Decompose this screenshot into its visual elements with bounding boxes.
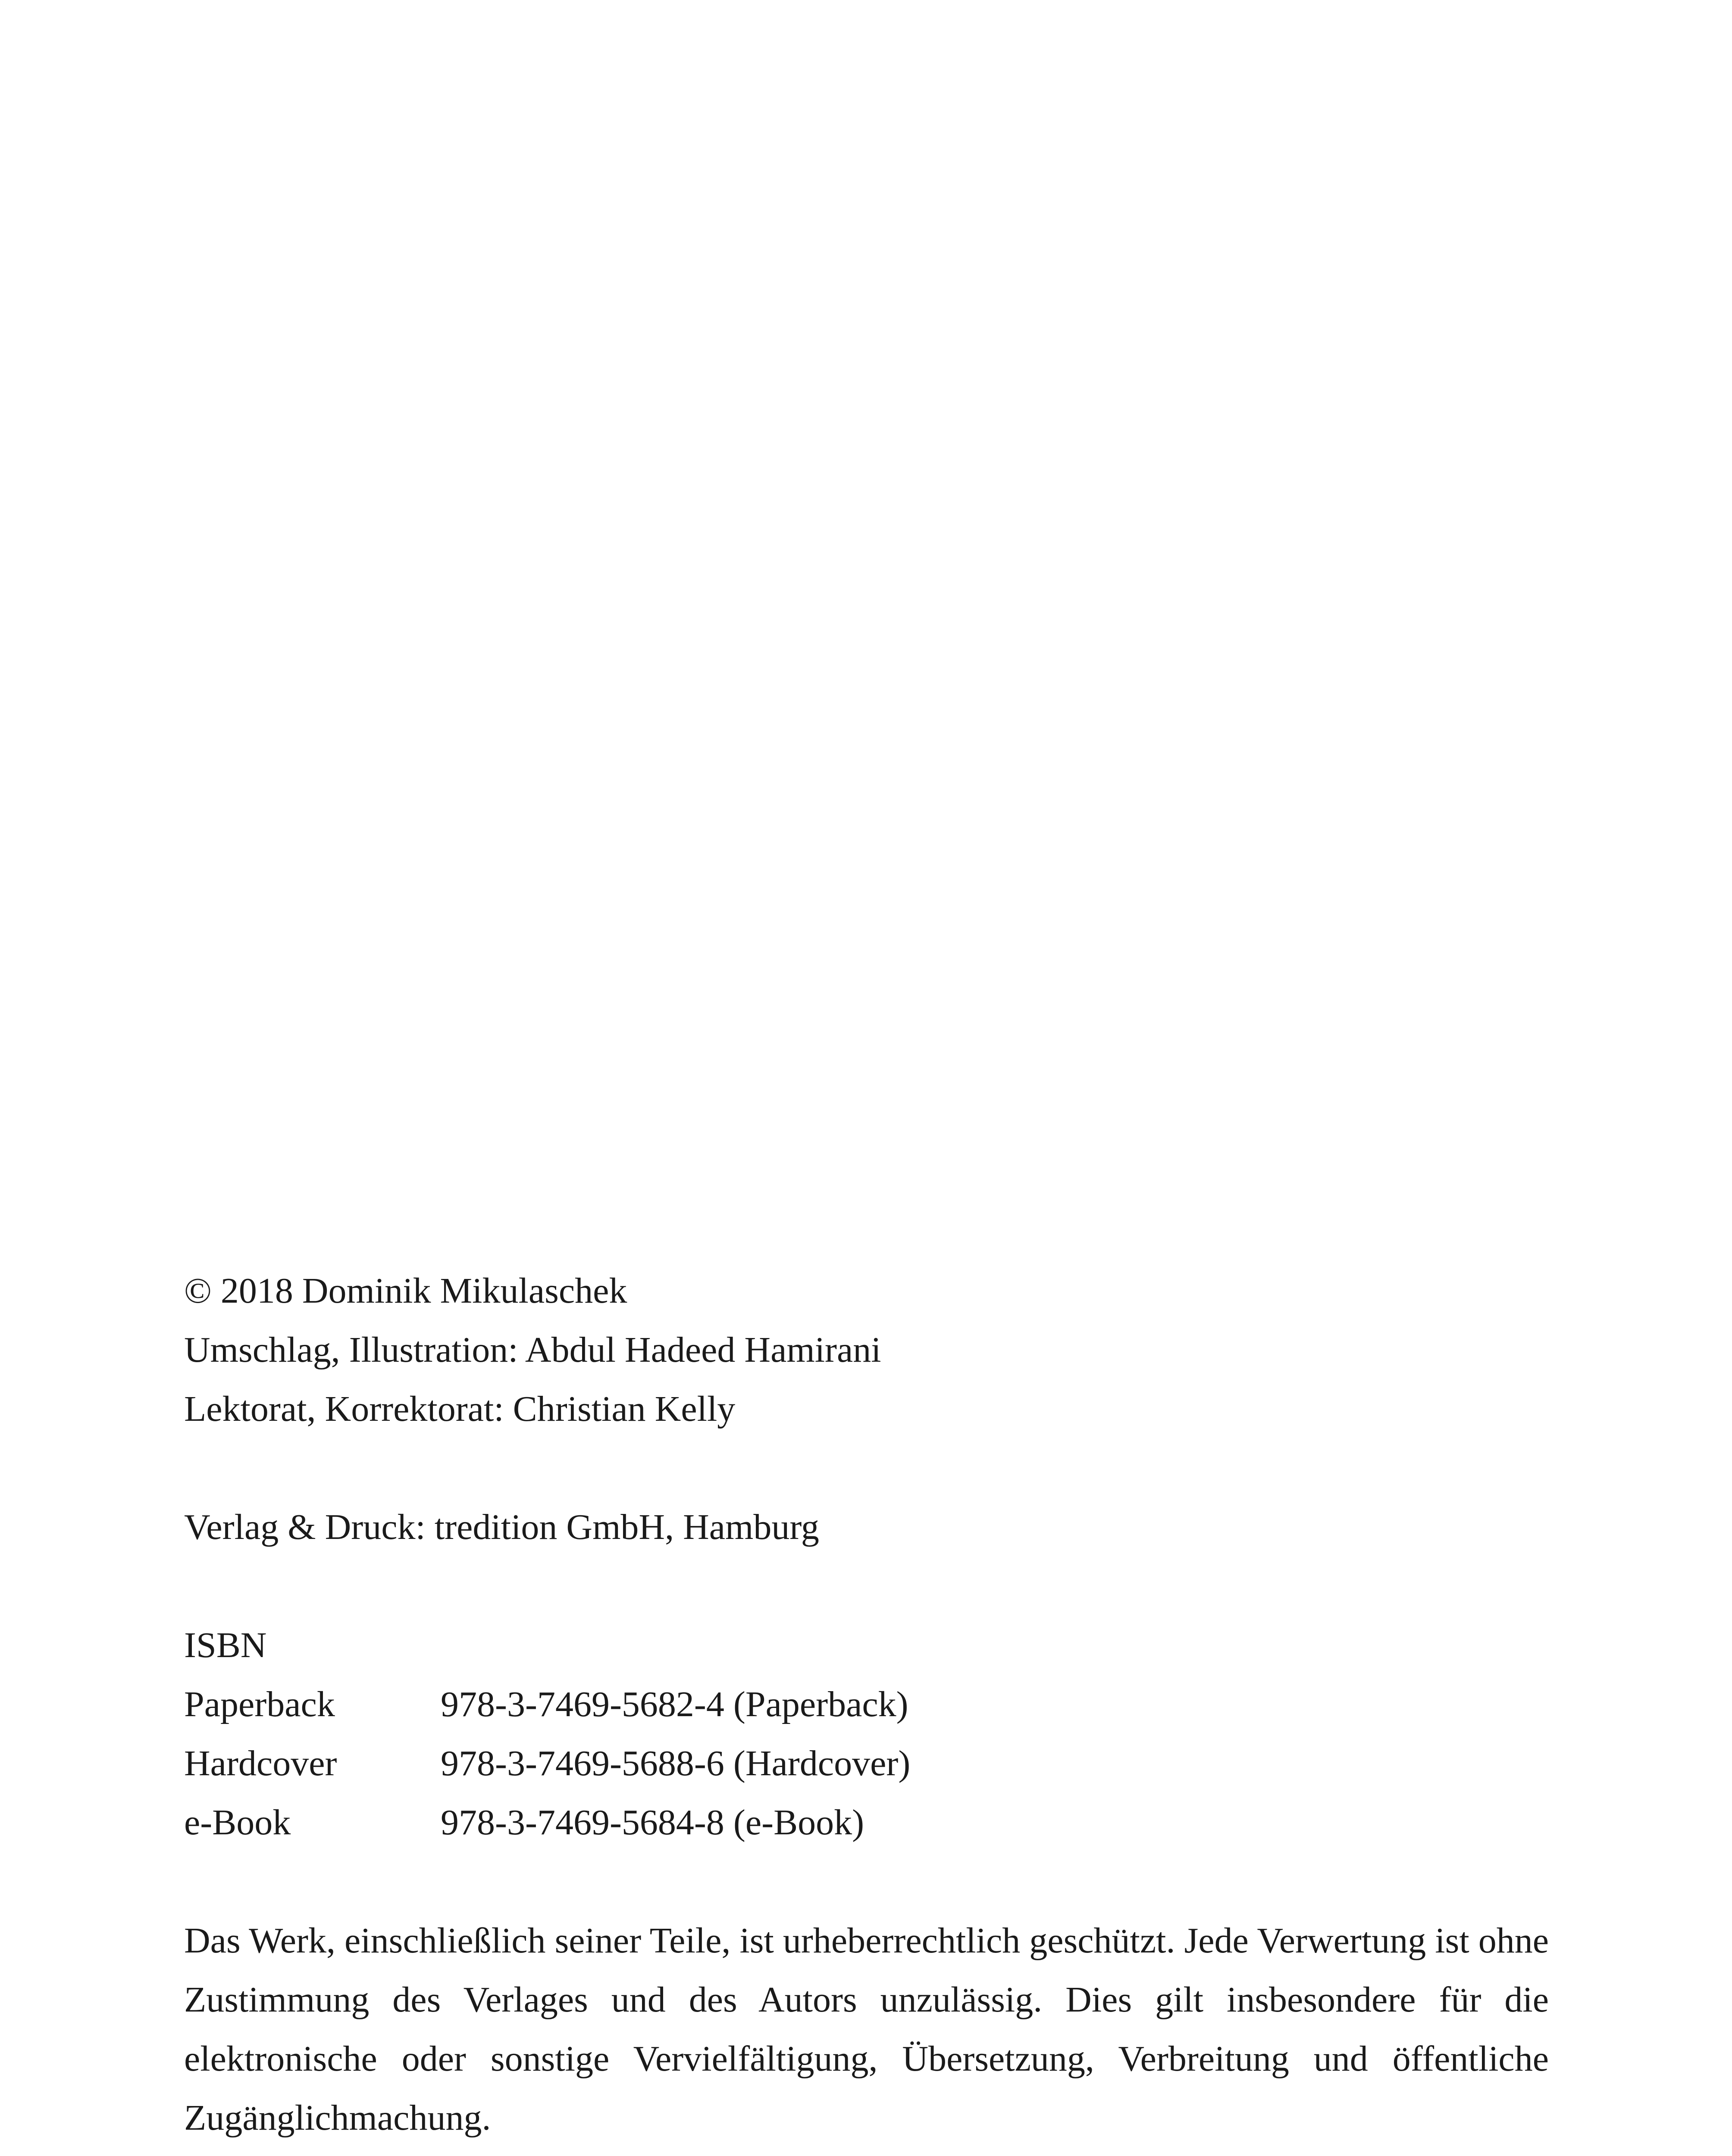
spacer [184,1852,1549,1911]
isbn-row-hardcover [184,1734,1549,1793]
isbn-heading: ISBN [184,1625,267,1665]
imprint-block [184,1261,1549,2147]
spacer [184,1557,1549,1616]
editing-credit: Lektorat, Korrektorat: Christian Kelly [184,1389,736,1429]
isbn-format-label: Hardcover [184,1743,337,1783]
copyright-line: © 2018 Dominik Mikulaschek [184,1271,627,1311]
isbn-row-ebook [184,1793,1549,1852]
isbn-number: 978-3-7469-5688-6 (Hardcover) [441,1743,911,1783]
isbn-number: 978-3-7469-5682-4 (Paperback) [441,1684,908,1724]
copyright-legal-notice: Das Werk, einschließlich seiner Teile, ist urheberrechtlich geschützt. Jede Verwertung ist ohne Zustimmung des Verlages und des Autors unzulässig. Dies gilt insbesondere für die elektronische oder sonstige Vervielfältigung, Übersetzung, Verbreitung und öffentliche Zugänglichmachung. [184,1921,1549,2138]
isbn-format-label: e-Book [184,1802,291,1843]
cover-illustration-credit: Umschlag, Illustration: Abdul Hadeed Hamirani [184,1330,881,1370]
isbn-format-label: Paperback [184,1684,335,1724]
isbn-row-paperback [184,1675,1549,1734]
isbn-number: 978-3-7469-5684-8 (e-Book) [441,1802,864,1843]
spacer [184,1438,1549,1498]
publisher-line: Verlag & Druck: tredition GmbH, Hamburg [184,1507,819,1547]
